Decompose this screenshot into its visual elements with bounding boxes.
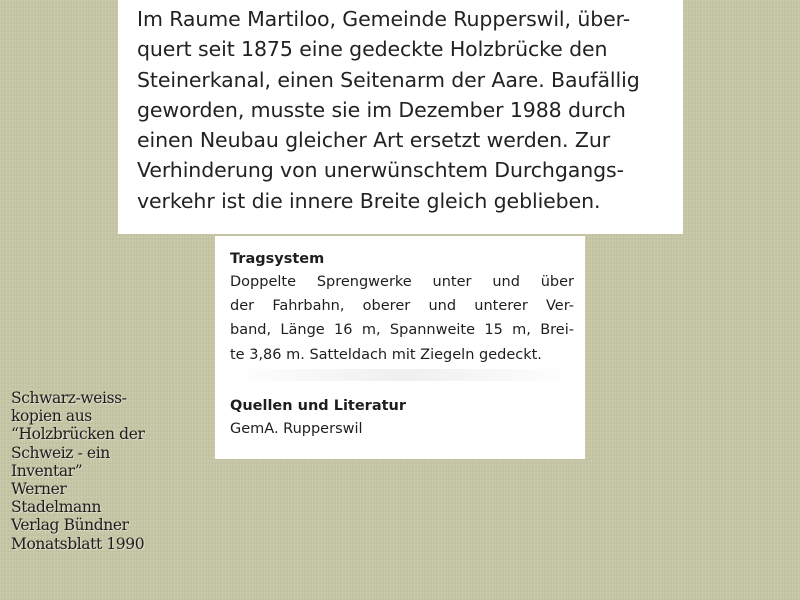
caption-line: “Holzbrücken der (11, 425, 145, 444)
main-text-line: Im Raume Martiloo, Gemeinde Rupperswil, über- (137, 7, 630, 31)
main-text-line: quert seit 1875 eine gedeckte Holzbrücke den (137, 37, 608, 62)
tragsystem-line: te 3,86 m. Satteldach mit Ziegeln gedeckt. (230, 346, 542, 363)
tragsystem-line: der Fahrbahn, oberer und unterer Ver- (230, 298, 574, 315)
tragsystem-heading: Tragsystem (230, 251, 325, 267)
faded-line-artifact (230, 369, 577, 381)
main-text-clipping (118, 0, 683, 234)
main-text-line: Steinerkanal, einen Seitenarm der Aare. Baufällig (137, 67, 640, 92)
main-text-line: einen Neubau gleicher Art ersetzt werden. Zur (137, 128, 611, 153)
main-text-line: geworden, musste sie im Dezember 1988 durch (137, 97, 626, 122)
quellen-heading: Quellen und Literatur (230, 397, 407, 414)
main-text-line: Verhinderung von unerwünschtem Durchgangs- (137, 158, 624, 183)
caption-line: Stadelmann (11, 498, 102, 517)
caption-line: Werner (11, 480, 67, 499)
quellen-text: GemA. Rupperswil (230, 420, 363, 437)
caption-line: Schwarz-weiss- (11, 389, 127, 407)
main-text-line: verkehr ist die innere Breite gleich geblieben. (137, 188, 601, 213)
details-clipping (215, 236, 585, 459)
tragsystem-line: band, Länge 16 m, Spannweite 15 m, Brei- (230, 322, 574, 339)
caption-line: Schweiz - ein (11, 443, 110, 462)
section-gap (230, 381, 577, 395)
caption-line: kopien aus (11, 407, 92, 426)
caption-line: Verlag Bündner (11, 516, 129, 535)
caption-line: Monatsblatt 1990 (11, 534, 145, 553)
tragsystem-line: Doppelte Sprengwerke unter und über (230, 274, 574, 290)
source-caption (11, 389, 201, 553)
caption-line: Inventar” (11, 461, 83, 480)
